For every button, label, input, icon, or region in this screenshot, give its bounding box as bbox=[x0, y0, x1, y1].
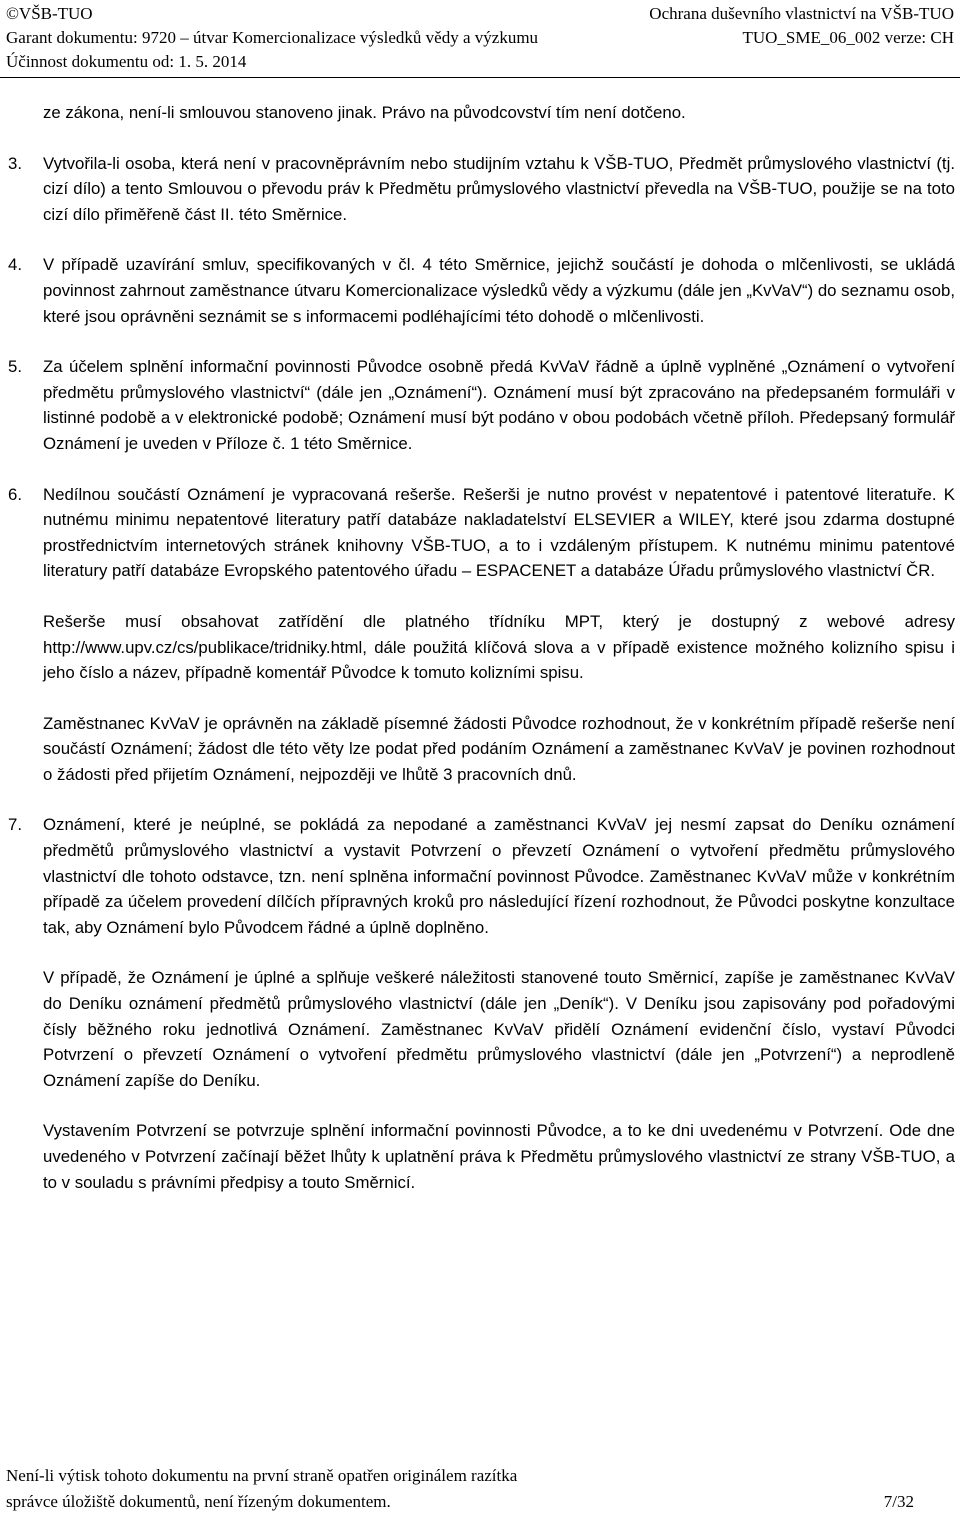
item-paragraph: Nedílnou součástí Oznámení je vypracovaná rešerše. Rešerši je nutno provést v nepatentové i patentové literatuře. K nutnému minimu nepatentové literatury patří databáze nakladatelství ELSEVIER a WILEY, které jsou zdarma dostupné prostřednictvím internetových stránek knihovny VŠB-TUO, a to i vzdáleným přístupem. K nutnému minimu patentové literatury patří databáze Evropského patentového úřadu – ESPACENET a databáze Úřadu průmyslového vlastnictví ČR. bbox=[43, 484, 955, 581]
list-item-6 bbox=[8, 482, 955, 788]
footer-notice-line-2: správce úložiště dokumentů, není řízeným dokumentem. bbox=[6, 1492, 391, 1511]
document-footer bbox=[6, 1463, 954, 1517]
item-paragraph: V případě uzavírání smluv, specifikovaných v čl. 4 této Směrnice, jejichž součástí je dohoda o mlčenlivosti, se ukládá povinnost zahrnout zaměstnance útvaru Komercionalizace výsledků vědy a výzkumu (dále jen „KvVaV“) do seznamu osob, které jsou oprávněni seznámit se s informacemi podléhajícími této dohodě o mlčenlivosti. bbox=[43, 255, 955, 326]
item-number: 5. bbox=[8, 357, 22, 377]
list-item-5 bbox=[8, 354, 955, 456]
item-paragraph: Oznámení, které je neúplné, se pokládá za nepodané a zaměstnanci KvVaV jej nesmí zapsat do Deníku oznámení předmětů průmyslového vlastnictví a vystavit Potvrzení o převzetí Oznámení o vytvoření předmětu průmyslového vlastnictví dle tohoto odstavce, tzn. není splněna informační povinnost Původce. Zaměstnanec KvVaV může v konkrétním případě za účelem provedení dílčích přípravných kroků pro následující řízení rozhodnout, že Původci poskytne konzultace tak, aby Oznámení bylo Původcem řádné a úplně doplněno. bbox=[43, 815, 955, 937]
footer-row-1 bbox=[6, 1463, 954, 1489]
item-number: 7. bbox=[8, 815, 22, 835]
list-item-7 bbox=[8, 812, 955, 1195]
item-paragraph: Zaměstnanec KvVaV je oprávněn na základě písemné žádosti Původce rozhodnout, že v konkrétním případě rešerše není součástí Oznámení; žádost dle této věty lze podat před podáním Oznámení a zaměstnanec KvVaV je povinen rozhodnout o žádosti před přijetím Oznámení, nejpozději ve lhůtě 3 pracovních dnů. bbox=[43, 713, 955, 784]
item-number: 4. bbox=[8, 255, 22, 275]
document-body bbox=[8, 100, 955, 1195]
intro-paragraph bbox=[8, 100, 955, 126]
item-number: 3. bbox=[8, 153, 22, 173]
effective-date: Účinnost dokumentu od: 1. 5. 2014 bbox=[6, 52, 247, 71]
header-divider bbox=[0, 77, 960, 78]
list-item-3 bbox=[8, 151, 955, 228]
page-number: 7/32 bbox=[883, 1492, 914, 1511]
intro-text: ze zákona, není-li smlouvou stanoveno jinak. Právo na původcovství tím není dotčeno. bbox=[43, 103, 686, 122]
copyright-owner: ©VŠB-TUO bbox=[6, 4, 93, 23]
footer-notice-line-1: Není-li výtisk tohoto dokumentu na první straně opatřen originálem razítka bbox=[6, 1466, 518, 1485]
header-row-3 bbox=[6, 50, 954, 74]
footer-row-2 bbox=[6, 1489, 954, 1515]
document-header bbox=[0, 0, 960, 77]
header-row-1 bbox=[6, 2, 954, 26]
item-paragraph: Rešerše musí obsahovat zatřídění dle platného třídníku MPT, který je dostupný z webové adresy http://www.upv.cz/cs/publikace/tridniky.html, dále použitá klíčová slova a v případě existence možného kolizního spisu i jeho číslo a název, případně komentář Původce k tomuto kolizními spisu. bbox=[43, 611, 955, 683]
document-guarantor: Garant dokumentu: 9720 – útvar Komercionalizace výsledků vědy a výzkumu bbox=[6, 28, 539, 47]
header-row-2 bbox=[6, 26, 954, 50]
item-number: 6. bbox=[8, 484, 22, 504]
item-paragraph: Vytvořila-li osoba, která není v pracovněprávním nebo studijním vztahu k VŠB-TUO, Předmět průmyslového vlastnictví (tj. cizí dílo) a tento Smlouvou o převodu práv k Předmětu průmyslového vlastnictví převedla na VŠB-TUO, použije se na toto cizí dílo přiměřeně část II. této Směrnice. bbox=[43, 153, 955, 224]
item-paragraph: Za účelem splnění informační povinnosti Původce osobně předá KvVaV řádně a úplně vyplněné „Oznámení o vytvoření předmětu průmyslového vlastnictví“ (dále jen „Oznámení“). Oznámení musí být zpracováno na předepsaném formuláři v listinné podobě a v elektronické podobě; Oznámení musí být podáno v obou podobách včetně příloh. Předepsaný formulář Oznámení je uveden v Příloze č. 1 této Směrnice. bbox=[43, 357, 955, 453]
document-code-version: TUO_SME_06_002 verze: CH bbox=[742, 28, 954, 47]
list-item-4 bbox=[8, 252, 955, 329]
document-title: Ochrana duševního vlastnictví na VŠB-TUO bbox=[649, 4, 954, 23]
item-paragraph: Vystavením Potvrzení se potvrzuje splnění informační povinnosti Původce, a to ke dni uvedenému v Potvrzení. Ode dne uvedeného v Potvrzení začínají běžet lhůty k uplatnění práva k Předmětu průmyslového vlastnictví ze strany VŠB-TUO, a to v souladu s právními předpisy a touto Směrnicí. bbox=[43, 1121, 955, 1192]
item-paragraph: V případě, že Oznámení je úplné a splňuje veškeré náležitosti stanovené touto Směrnicí, zapíše je zaměstnanec KvVaV do Deníku oznámení předmětů průmyslového vlastnictví (dále jen „Deník“). V Deníku jsou zapisovány pod pořadovými čísly běžného roku jednotlivá Oznámení. Zaměstnanec KvVaV přidělí Oznámení evidenční číslo, vystaví Původci Potvrzení o převzetí Oznámení o vytvoření předmětu průmyslového vlastnictví (dále jen „Potvrzení“) a neprodleně Oznámení zapíše do Deníku. bbox=[43, 968, 955, 1090]
